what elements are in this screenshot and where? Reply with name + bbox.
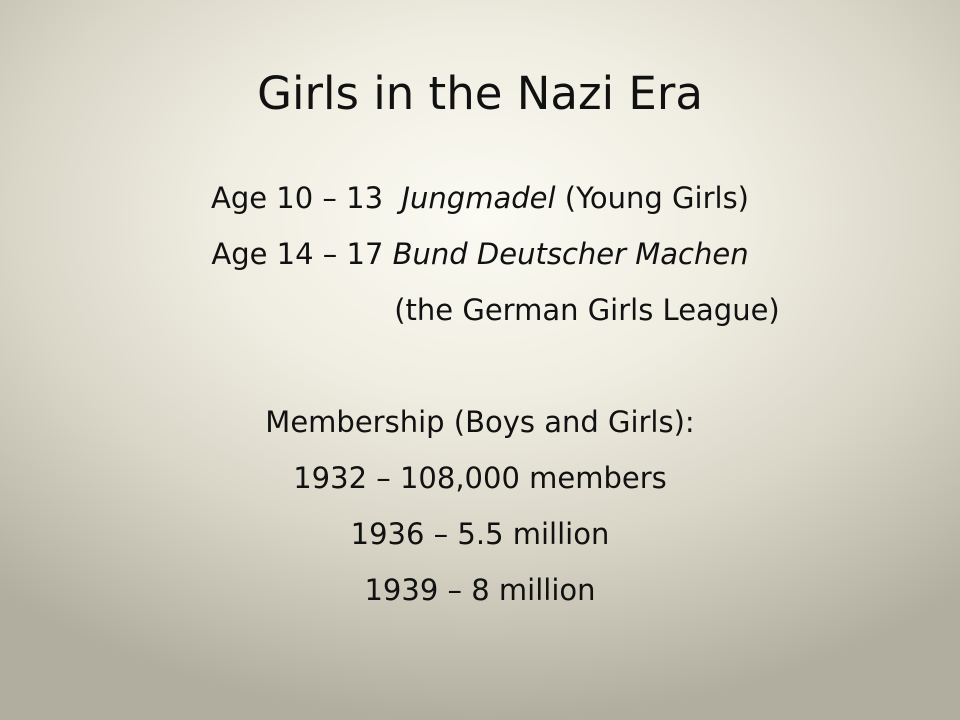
membership-entry-1936: 1936 – 5.5 million bbox=[350, 517, 610, 551]
membership-entry-1932: 1932 – 108,000 members bbox=[293, 461, 667, 495]
age-range: Age 14 – 17 bbox=[211, 237, 384, 271]
group-translation: (Young Girls) bbox=[564, 181, 749, 215]
group-name: Bund Deutscher Machen bbox=[392, 237, 749, 271]
spacer bbox=[383, 181, 401, 215]
group-translation: (the German Girls League) bbox=[394, 293, 780, 327]
group-name: Jungmadel bbox=[401, 181, 556, 215]
group-translation-line bbox=[0, 290, 960, 330]
age-range: Age 10 – 13 bbox=[210, 181, 384, 215]
membership-entry-1939: 1939 – 8 million bbox=[364, 573, 596, 607]
slide-title: Girls in the Nazi Era bbox=[257, 67, 703, 120]
spacer bbox=[383, 237, 392, 271]
membership-heading: Membership (Boys and Girls): bbox=[265, 405, 695, 439]
age-group-jungmadel bbox=[0, 178, 960, 218]
age-group-bdm bbox=[0, 234, 960, 274]
